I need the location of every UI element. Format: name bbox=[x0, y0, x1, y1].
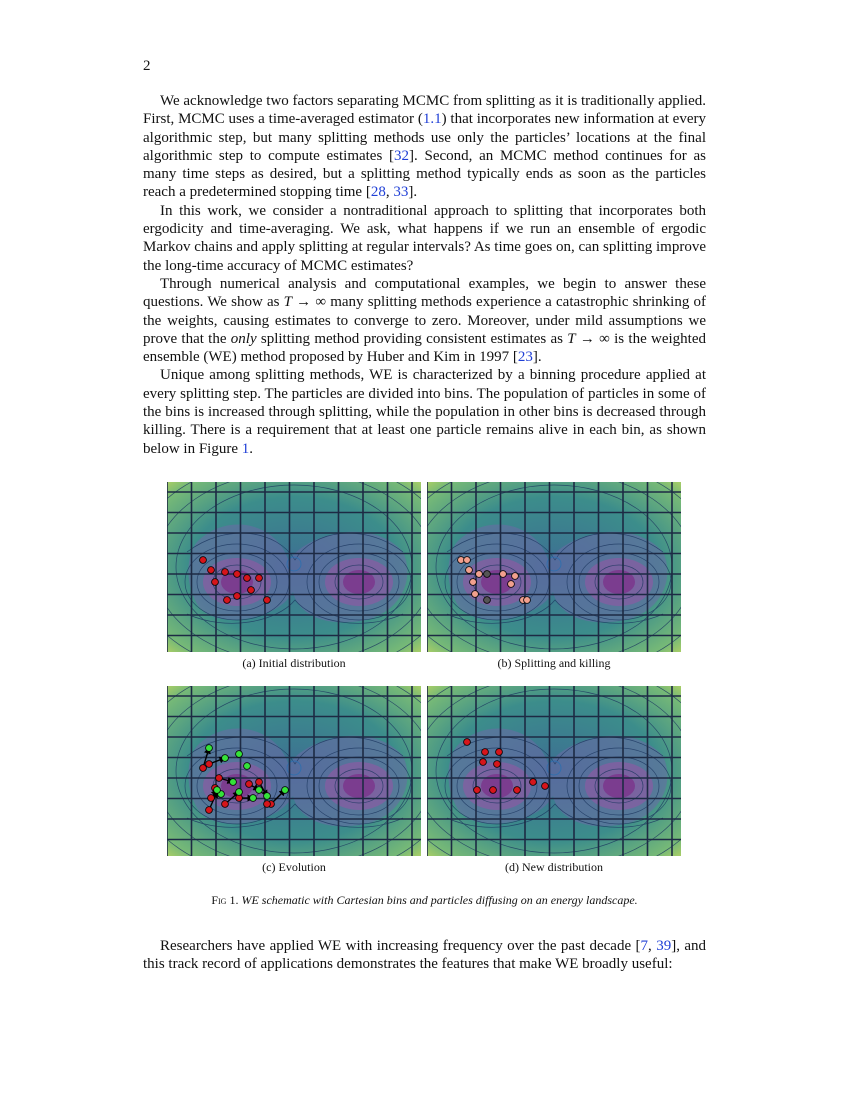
citation-link[interactable]: 39 bbox=[656, 938, 672, 954]
particle bbox=[224, 597, 231, 604]
particle bbox=[264, 597, 271, 604]
evolved-particle bbox=[214, 787, 221, 794]
panel-c bbox=[167, 686, 421, 856]
closing-text bbox=[143, 937, 706, 974]
figure-caption-text: WE schematic with Cartesian bins and particles diffusing on an energy landscape. bbox=[241, 893, 638, 907]
particle bbox=[256, 575, 263, 582]
panel-b-caption: (b) Splitting and killing bbox=[497, 656, 611, 670]
particle bbox=[530, 779, 537, 786]
paragraph: Researchers have applied WE with increasing frequency over the past decade [7, 39], and this track record of applications demonstrates the features that make WE broadly useful: bbox=[143, 938, 707, 973]
particle bbox=[480, 759, 487, 766]
page-number: 2 bbox=[143, 58, 151, 74]
split-particle bbox=[512, 573, 519, 580]
killed-particle bbox=[484, 597, 491, 604]
particle bbox=[248, 587, 255, 594]
evolved-particle bbox=[206, 745, 213, 752]
evolved-particle bbox=[236, 789, 243, 796]
particle bbox=[474, 787, 481, 794]
split-particle bbox=[500, 571, 507, 578]
particle bbox=[264, 801, 271, 808]
particle bbox=[212, 579, 219, 586]
particle bbox=[246, 781, 253, 788]
figure-caption bbox=[143, 893, 706, 908]
split-particle bbox=[472, 591, 479, 598]
citation-link[interactable]: 1.1 bbox=[422, 111, 442, 128]
particle bbox=[200, 557, 207, 564]
particle bbox=[208, 795, 215, 802]
split-particle bbox=[476, 571, 483, 578]
math-symbol: T bbox=[567, 330, 576, 347]
citation-link[interactable]: 32 bbox=[394, 147, 410, 164]
particle bbox=[256, 779, 263, 786]
evolved-particle bbox=[222, 755, 229, 762]
panel-d bbox=[427, 686, 681, 856]
split-particle bbox=[466, 567, 473, 574]
split-particle bbox=[470, 579, 477, 586]
evolved-particle bbox=[236, 751, 243, 758]
particle bbox=[542, 783, 549, 790]
particle bbox=[244, 575, 251, 582]
panel-c-caption: (c) Evolution bbox=[262, 860, 326, 874]
split-particle bbox=[524, 597, 531, 604]
panel-a-caption: (a) Initial distribution bbox=[242, 656, 346, 670]
particle bbox=[496, 749, 503, 756]
evolved-particle bbox=[264, 793, 271, 800]
particle bbox=[464, 739, 471, 746]
paragraph: Unique among splitting methods, WE is characterized by a binning procedure applied at every splitting step. The particles are divided into bins. The population of particles in some of the bins is increased through splitting, while the population in other bins is decreased through killing. There is a requirement that at least one particle remains alive in each bin, as shown below in Figure 1. bbox=[143, 367, 706, 457]
evolved-particle bbox=[230, 779, 237, 786]
citation-link[interactable]: 7 bbox=[640, 938, 649, 954]
particle bbox=[200, 765, 207, 772]
particle bbox=[208, 567, 215, 574]
evolved-particle bbox=[256, 787, 263, 794]
figure-label: Fig 1. bbox=[211, 893, 239, 907]
particle bbox=[482, 749, 489, 756]
citation-link[interactable]: 33 bbox=[393, 184, 409, 201]
particle bbox=[490, 787, 497, 794]
particle bbox=[206, 761, 213, 768]
citation-link[interactable]: 28 bbox=[370, 184, 386, 201]
body-text bbox=[143, 92, 706, 458]
evolved-particle bbox=[282, 787, 289, 794]
particle bbox=[222, 801, 229, 808]
particle bbox=[216, 775, 223, 782]
panel-b bbox=[427, 482, 681, 652]
evolved-particle bbox=[250, 795, 257, 802]
particle bbox=[494, 761, 501, 768]
killed-particle bbox=[484, 571, 491, 578]
citation-link[interactable]: 23 bbox=[517, 349, 533, 366]
paragraph: Through numerical analysis and computational examples, we begin to answer these questions. We show as T → ∞ many splitting methods experience a catastrophic shrinking of the weights, causing estimates to converge to zero. Moreover, under mild assumptions we prove that the only splitting method providing consistent estimates as T → ∞ is the weighted ensemble (WE) method proposed by Huber and Kim in 1997 [23]. bbox=[143, 275, 706, 366]
math-symbol: only bbox=[230, 330, 257, 347]
particle bbox=[222, 569, 229, 576]
paragraph: In this work, we consider a nontraditional approach to splitting that incorporates both ergodicity and time-averaging. We ask, what happens if we run an ensemble of ergodic Markov chains and apply splitting at regular intervals? As time goes on, can splitting improve the long-time accuracy of MCMC estimates? bbox=[143, 202, 706, 274]
particle bbox=[234, 593, 241, 600]
panel-d-caption: (d) New distribution bbox=[505, 860, 603, 874]
panel-a bbox=[167, 482, 421, 652]
figure-1 bbox=[167, 482, 681, 900]
split-particle bbox=[508, 581, 515, 588]
energy-landscape-c bbox=[167, 686, 421, 856]
split-particle bbox=[464, 557, 471, 564]
energy-landscape-b bbox=[427, 482, 681, 652]
evolved-particle bbox=[244, 763, 251, 770]
paragraph: We acknowledge two factors separating MCMC from splitting as it is traditionally applied. First, MCMC uses a time-averaged estimator (1.1) that incorporates new information at every algorithmic step, but many splitting methods use only the particles’ locations at the final algorithmic step to compute estimates [32]. Second, an MCMC method continues for as many time steps as desired, but a splitting method typically ends as soon as the particles reach a predetermined stopping time [28, 33]. bbox=[143, 93, 706, 201]
particle bbox=[234, 571, 241, 578]
energy-landscape-a bbox=[167, 482, 421, 652]
energy-landscape-d bbox=[427, 686, 681, 856]
citation-link[interactable]: 1 bbox=[241, 440, 250, 457]
particle bbox=[206, 807, 213, 814]
math-symbol: T bbox=[283, 294, 292, 311]
particle bbox=[514, 787, 521, 794]
